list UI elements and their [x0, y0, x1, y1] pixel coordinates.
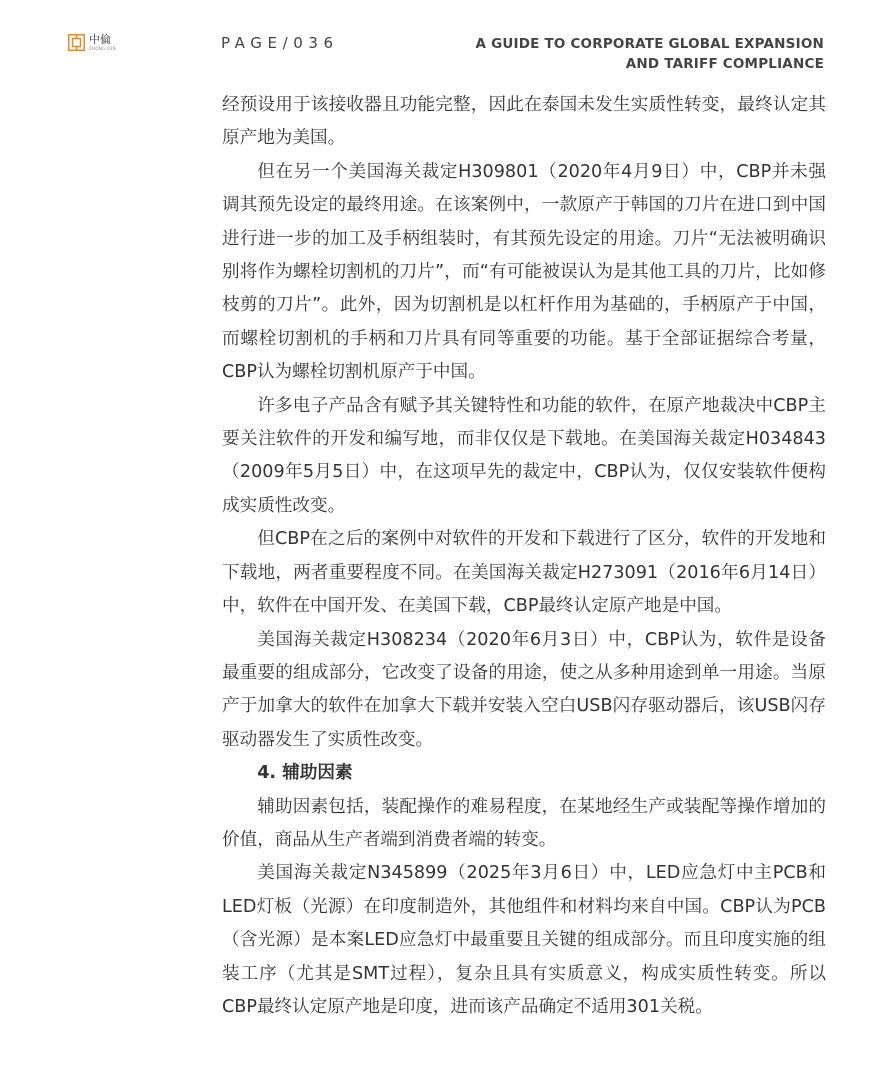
guide-title-line-1: A GUIDE TO CORPORATE GLOBAL EXPANSION [475, 36, 824, 52]
page-number: PAGE/036 [221, 34, 339, 52]
guide-title [404, 34, 824, 74]
paragraph-n345899: 美国海关裁定N345899（2025年3月6日）中，LED应急灯中主PCB和LED灯板（光源）在印度制造外，其他组件和材料均来自中国。CBP认为PCB（含光源）是本案LED应急灯中最重要且关键的组成部分。而且印度实施的组装工序（尤其是SMT过程），复杂且具有实质意义，构成实质性转变。所以CBP最终认定原产地是印度，进而该产品确定不适用301关税。 [222, 863, 826, 1017]
logo-mark-icon [68, 34, 85, 51]
logo-text [89, 34, 116, 51]
body-text [222, 89, 826, 1024]
paragraph-continued: 经预设用于该接收器且功能完整，因此在泰国未发生实质性转变，最终认定其原产地为美国。 [222, 95, 826, 149]
paragraph-software-origin: 许多电子产品含有赋予其关键特性和功能的软件，在原产地裁决中CBP主要关注软件的开发和编写地，而非仅仅是下载地。在美国海关裁定H034843（2009年5月5日）中，在这项早先的裁定中，CBP认为，仅仅安装软件便构成实质性改变。 [222, 395, 826, 516]
paragraph-auxiliary-factors: 辅助因素包括，装配操作的难易程度，在某地经生产或装配等操作增加的价值，商品从生产者端到消费者端的转变。 [222, 796, 826, 850]
section-heading-auxiliary-factors: 4. 辅助因素 [257, 763, 353, 784]
company-logo [68, 34, 116, 51]
logo-text-en: ZHONG LUN [89, 46, 116, 51]
logo-text-cn: 中倫 [89, 33, 111, 46]
guide-title-line-2: AND TARIFF COMPLIANCE [625, 56, 824, 72]
paragraph-h309801: 但在另一个美国海关裁定H309801（2020年4月9日）中，CBP并未强调其预先设定的最终用途。在该案例中，一款原产于韩国的刀片在进口到中国进行进一步的加工及手柄组装时，有其预先设定的用途。刀片“无法被明确识别将作为螺栓切割机的刀片”，而“有可能被误认为是其他工具的刀片，比如修枝剪的刀片”。此外，因为切割机是以杠杆作用为基础的，手柄原产于中国，而螺栓切割机的手柄和刀片具有同等重要的功能。基于全部证据综合考量，CBP认为螺栓切割机原产于中国。 [222, 161, 826, 383]
paragraph-h308234: 美国海关裁定H308234（2020年6月3日）中，CBP认为，软件是设备最重要的组成部分，它改变了设备的用途，使之从多种用途到单一用途。当原产于加拿大的软件在加拿大下载并安装入空白USB闪存驱动器后，该USB闪存驱动器发生了实质性改变。 [222, 629, 826, 750]
paragraph-h273091: 但CBP在之后的案例中对软件的开发和下载进行了区分，软件的开发地和下载地，两者重要程度不同。在美国海关裁定H273091（2016年6月14日）中，软件在中国开发、在美国下载，CBP最终认定原产地是中国。 [222, 529, 826, 617]
